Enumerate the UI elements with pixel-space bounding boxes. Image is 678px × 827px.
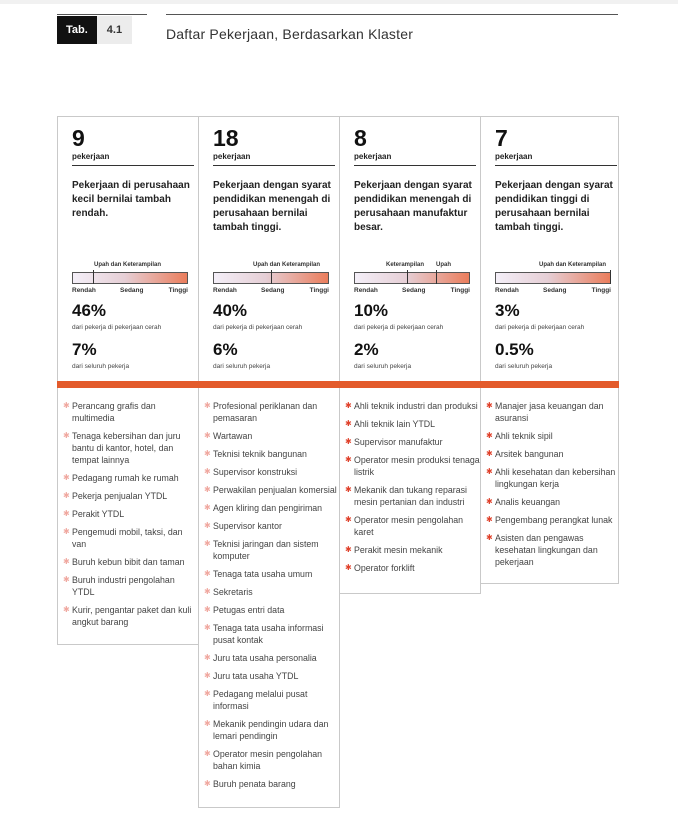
- list-item: ✱ Kurir, pengantar paket dan kuli angkut barang: [63, 605, 192, 627]
- cluster-unit: pekerjaan: [354, 152, 392, 161]
- scale-label-wage: Upah: [436, 262, 451, 268]
- divider: [354, 165, 476, 166]
- bullet-icon: ✱: [63, 527, 70, 536]
- scale-label: Upah dan Keterampilan: [539, 262, 607, 268]
- bullet-icon: ✱: [204, 779, 211, 788]
- share-good-jobs: 10%: [354, 301, 389, 320]
- list-item: ✱ Supervisor konstruksi: [204, 467, 298, 477]
- bullet-icon: ✱: [486, 467, 493, 476]
- scale-label: Upah dan Keterampilan: [253, 262, 321, 268]
- accent-band: [339, 381, 481, 388]
- list-item: ✱ Ahli teknik lain YTDL: [345, 419, 436, 429]
- header-rule-right: [166, 14, 618, 15]
- list-item: ✱ Perakit mesin mekanik: [345, 545, 443, 555]
- list-item: ✱ Operator mesin pengolahan bahan kimia: [204, 749, 323, 771]
- header-rule-left: [57, 14, 147, 15]
- list-item: ✱ Teknisi jaringan dan sistem komputer: [204, 539, 319, 561]
- bullet-icon: ✱: [486, 515, 493, 524]
- bullet-icon: ✱: [204, 719, 211, 728]
- list-item: ✱ Supervisor kantor: [204, 521, 282, 531]
- share-good-note: dari pekerja di pekerjaan cerah: [72, 324, 162, 331]
- share-all-note: dari seluruh pekerja: [72, 363, 130, 370]
- bullet-icon: ✱: [345, 455, 352, 464]
- scale-label: Upah dan Keterampilan: [94, 262, 162, 268]
- share-good-note: dari pekerja di pekerjaan cerah: [213, 324, 303, 331]
- cluster-count: 9: [72, 125, 85, 151]
- bullet-icon: ✱: [204, 569, 211, 578]
- share-all-workers: 6%: [213, 340, 238, 359]
- bullet-icon: ✱: [63, 509, 70, 518]
- divider: [72, 165, 194, 166]
- cluster-count: 18: [213, 125, 239, 151]
- share-all-note: dari seluruh pekerja: [354, 363, 412, 370]
- accent-band: [57, 381, 199, 388]
- scale-marker-skill: [407, 270, 408, 284]
- cluster-unit: pekerjaan: [495, 152, 533, 161]
- list-item: ✱ Buruh kebun bibit dan taman: [63, 557, 185, 567]
- bullet-icon: ✱: [345, 545, 352, 554]
- list-item: ✱ Mekanik pendingin udara dan lemari pendingin: [204, 719, 329, 741]
- cluster-count: 7: [495, 125, 508, 151]
- bullet-icon: ✱: [486, 497, 493, 506]
- bullet-icon: ✱: [63, 491, 70, 500]
- job-list: [58, 388, 198, 644]
- scale-marker: [271, 270, 272, 284]
- scale-mid: Sedang: [402, 287, 426, 294]
- scale-low: Rendah: [72, 287, 96, 294]
- cluster-count: 8: [354, 125, 367, 151]
- bullet-icon: ✱: [204, 749, 211, 758]
- bullet-icon: ✱: [204, 503, 211, 512]
- scale-mid: Sedang: [120, 287, 144, 294]
- list-item: ✱ Tenaga tata usaha informasi pusat kontak: [204, 623, 324, 645]
- share-good-note: dari pekerja di pekerjaan cerah: [354, 324, 444, 331]
- scale-mid: Sedang: [543, 287, 567, 294]
- table-badge: [57, 16, 132, 44]
- scale-bar: [354, 272, 470, 284]
- list-item: ✱ Arsitek bangunan: [486, 449, 564, 459]
- bullet-icon: ✱: [204, 485, 211, 494]
- list-item: ✱ Operator mesin produksi tenaga listrik: [345, 455, 480, 477]
- share-good-jobs: 3%: [495, 301, 520, 320]
- bullet-icon: ✱: [204, 467, 211, 476]
- list-item: ✱ Operator forklift: [345, 563, 415, 573]
- list-item: ✱ Buruh penata barang: [204, 779, 296, 789]
- list-item: ✱ Buruh industri pengolahan YTDL: [63, 575, 175, 597]
- list-item: ✱ Perakit YTDL: [63, 509, 125, 519]
- list-item: ✱ Tenaga tata usaha umum: [204, 569, 313, 579]
- scale-label-skill: Keterampilan: [386, 262, 425, 268]
- share-all-note: dari seluruh pekerja: [213, 363, 271, 370]
- list-item: ✱ Perancang grafis dan multimedia: [63, 401, 156, 423]
- bullet-icon: ✱: [63, 605, 70, 614]
- cluster-column-4: [480, 116, 619, 584]
- list-item: ✱ Pengemudi mobil, taksi, dan van: [63, 527, 183, 549]
- bullet-icon: ✱: [204, 689, 211, 698]
- bullet-icon: ✱: [345, 485, 352, 494]
- list-item: ✱ Juru tata usaha YTDL: [204, 671, 299, 681]
- bullet-icon: ✱: [63, 401, 70, 410]
- list-item: ✱ Ahli teknik industri dan produksi: [345, 401, 478, 411]
- accent-band: [198, 381, 340, 388]
- bullet-icon: ✱: [204, 539, 211, 548]
- cluster-column-1: [57, 116, 199, 645]
- bullet-icon: ✱: [204, 623, 211, 632]
- job-list: [340, 388, 480, 590]
- bullet-icon: ✱: [63, 473, 70, 482]
- list-item: ✱ Teknisi teknik bangunan: [204, 449, 307, 459]
- bullet-icon: ✱: [204, 653, 211, 662]
- bullet-icon: ✱: [345, 515, 352, 524]
- cluster-unit: pekerjaan: [213, 152, 251, 161]
- scale-low: Rendah: [354, 287, 378, 294]
- table-badge-number: 4.1: [97, 16, 132, 44]
- scale-bar: [495, 272, 611, 284]
- share-all-workers: 0.5%: [495, 340, 534, 359]
- scale-bar: [72, 272, 188, 284]
- list-item: ✱ Analis keuangan: [486, 497, 561, 507]
- wage-skill-scale: [354, 262, 470, 298]
- cluster-description: Pekerjaan di perusahaan kecil bernilai tambah rendah.: [72, 180, 190, 219]
- scale-high: Tinggi: [450, 287, 470, 294]
- bullet-icon: ✱: [204, 671, 211, 680]
- cluster-description: Pekerjaan dengan syarat pendidikan menengah di perusahaan manufaktur besar.: [354, 180, 472, 233]
- list-item: ✱ Pedagang rumah ke rumah: [63, 473, 179, 483]
- job-list: [199, 388, 339, 806]
- bullet-icon: ✱: [345, 401, 352, 410]
- bullet-icon: ✱: [204, 401, 211, 410]
- bullet-icon: ✱: [345, 437, 352, 446]
- scale-marker-wage: [436, 270, 437, 284]
- bullet-icon: ✱: [204, 587, 211, 596]
- accent-band: [480, 381, 619, 388]
- bullet-icon: ✱: [486, 431, 493, 440]
- bullet-icon: ✱: [63, 575, 70, 584]
- share-good-jobs: 46%: [72, 301, 107, 320]
- scale-low: Rendah: [213, 287, 237, 294]
- wage-skill-scale: [495, 262, 611, 298]
- job-list: [481, 388, 618, 584]
- list-item: ✱ Wartawan: [204, 431, 253, 441]
- scale-marker: [610, 270, 611, 284]
- cluster-column-2: [198, 116, 340, 808]
- list-item: ✱ Perwakilan penjualan komersial: [204, 485, 337, 495]
- list-item: ✱ Juru tata usaha personalia: [204, 653, 317, 663]
- share-good-note: dari pekerja di pekerjaan cerah: [495, 324, 585, 331]
- list-item: ✱ Manajer jasa keuangan dan asuransi: [486, 401, 604, 423]
- page-title: Daftar Pekerjaan, Berdasarkan Klaster: [166, 26, 414, 42]
- divider: [495, 165, 617, 166]
- bullet-icon: ✱: [345, 563, 352, 572]
- list-item: ✱ Petugas entri data: [204, 605, 285, 615]
- share-all-workers: 7%: [72, 340, 97, 359]
- scale-low: Rendah: [495, 287, 519, 294]
- cluster-description: Pekerjaan dengan syarat pendidikan tinggi di perusahaan bernilai tambah tinggi.: [495, 180, 613, 233]
- bullet-icon: ✱: [63, 557, 70, 566]
- list-item: ✱ Asisten dan pengawas kesehatan lingkungan dan pekerjaan: [486, 533, 598, 567]
- list-item: ✱ Mekanik dan tukang reparasi mesin pertanian dan industri: [345, 485, 467, 507]
- list-item: ✱ Ahli teknik sipil: [486, 431, 553, 441]
- scale-high: Tinggi: [309, 287, 329, 294]
- scale-high: Tinggi: [168, 287, 188, 294]
- divider: [213, 165, 335, 166]
- list-item: ✱ Pengembang perangkat lunak: [486, 515, 613, 525]
- share-all-note: dari seluruh pekerja: [495, 363, 553, 370]
- list-item: ✱ Tenaga kebersihan dan juru bantu di kantor, hotel, dan tempat lainnya: [63, 431, 181, 465]
- wage-skill-scale: [72, 262, 188, 298]
- share-good-jobs: 40%: [213, 301, 248, 320]
- bullet-icon: ✱: [204, 449, 211, 458]
- scale-high: Tinggi: [591, 287, 611, 294]
- list-item: ✱ Pedagang melalui pusat informasi: [204, 689, 308, 711]
- wage-skill-scale: [213, 262, 329, 298]
- top-bar: [0, 0, 678, 4]
- scale-mid: Sedang: [261, 287, 285, 294]
- list-item: ✱ Profesional periklanan dan pemasaran: [204, 401, 318, 423]
- share-all-workers: 2%: [354, 340, 379, 359]
- list-item: ✱ Operator mesin pengolahan karet: [345, 515, 464, 537]
- table-badge-label: Tab.: [57, 16, 97, 44]
- bullet-icon: ✱: [486, 533, 493, 542]
- list-item: ✱ Ahli kesehatan dan kebersihan lingkungan kerja: [486, 467, 616, 489]
- list-item: ✱ Pekerja penjualan YTDL: [63, 491, 168, 501]
- cluster-description: Pekerjaan dengan syarat pendidikan menengah di perusahaan bernilai tambah tinggi.: [213, 180, 331, 233]
- bullet-icon: ✱: [204, 605, 211, 614]
- bullet-icon: ✱: [63, 431, 70, 440]
- bullet-icon: ✱: [204, 521, 211, 530]
- list-item: ✱ Sekretaris: [204, 587, 253, 597]
- bullet-icon: ✱: [486, 449, 493, 458]
- bullet-icon: ✱: [204, 431, 211, 440]
- scale-marker: [93, 270, 94, 284]
- bullet-icon: ✱: [345, 419, 352, 428]
- cluster-column-3: [339, 116, 481, 594]
- cluster-unit: pekerjaan: [72, 152, 110, 161]
- list-item: ✱ Supervisor manufaktur: [345, 437, 443, 447]
- list-item: ✱ Agen kliring dan pengiriman: [204, 503, 323, 513]
- bullet-icon: ✱: [486, 401, 493, 410]
